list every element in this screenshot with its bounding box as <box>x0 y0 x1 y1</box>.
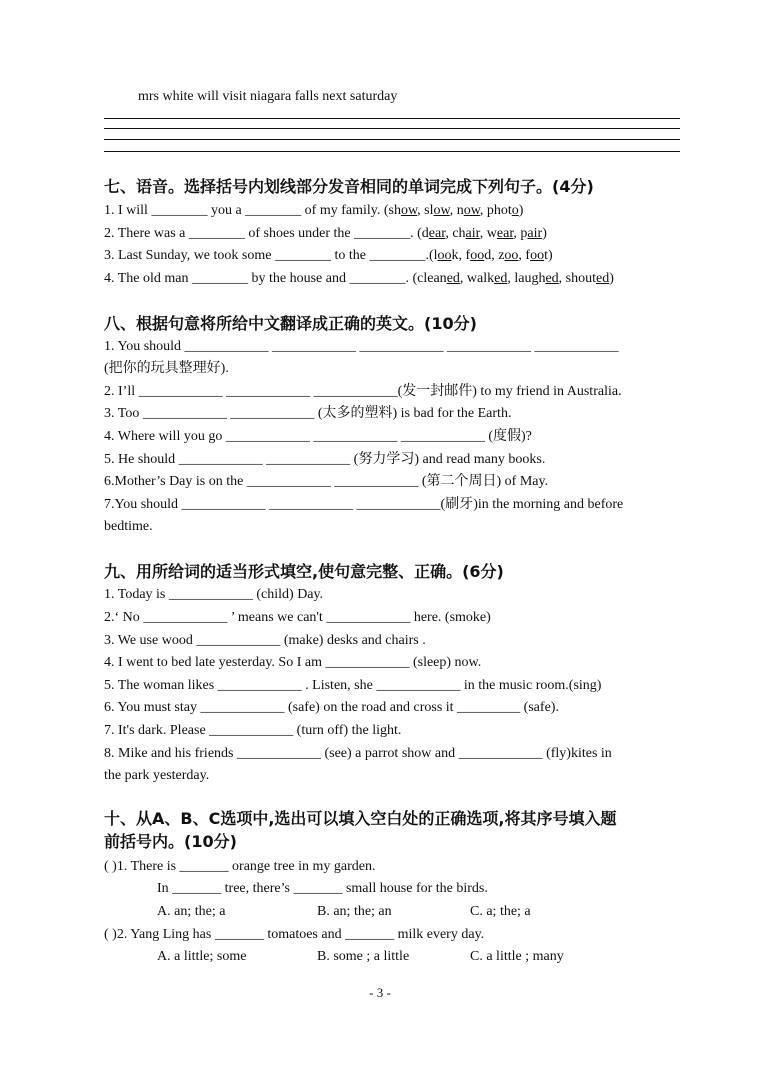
section-8-line: 5. He should ____________ ____________ (努力学习) and read many books. <box>104 452 546 467</box>
underlined-sound: ear <box>428 226 446 241</box>
item-text: t) <box>544 248 553 263</box>
underlined-sound: ear <box>496 226 514 241</box>
underlined-sound: ow <box>400 203 418 218</box>
item-text: ) <box>518 203 524 218</box>
underlined-sound: ed <box>545 271 559 286</box>
question-2-option-b: B. some ; a little <box>317 949 410 964</box>
section-9-line: 2.‘ No ____________ ’ means we can't ____________ here. (smoke) <box>104 610 491 625</box>
section-8-line: 6.Mother’s Day is on the ____________ ____________ (第二个周日) of May. <box>104 474 549 489</box>
section-7-item <box>104 270 614 288</box>
section-9-line: 7. It's dark. Please ____________ (turn off) the light. <box>104 723 402 738</box>
section-8-title: 八、根据句意将所给中文翻译成正确的英文。(10分) <box>104 314 477 333</box>
section-9-line: 4. I went to bed late yesterday. So I am ____________ (sleep) now. <box>104 655 482 670</box>
item-text: d, z <box>484 248 505 263</box>
section-8-line: 2. I’ll ____________ ____________ ____________(发一封邮件) to my friend in Australia. <box>104 384 622 399</box>
item-text: , w <box>479 226 497 241</box>
section-10-title-line1: 十、从A、B、C选项中,选出可以填入空白处的正确选项,将其序号填入题 <box>104 809 617 828</box>
section-8-line: 4. Where will you go ____________ ____________ ____________ (度假)? <box>104 429 532 444</box>
section-8-line: 1. You should ____________ ____________ ____________ ____________ ____________ <box>104 339 619 354</box>
writing-line <box>104 118 680 119</box>
item-text: , p <box>513 226 528 241</box>
item-text: , sl <box>417 203 434 218</box>
question-1-stem: ( )1. There is _______ orange tree in my garden. <box>104 859 376 874</box>
question-2-option-c: C. a little ; many <box>470 949 564 964</box>
question-2-stem: ( )2. Yang Ling has _______ tomatoes and _______ milk every day. <box>104 927 485 942</box>
question-1-stem-line2: In _______ tree, there’s _______ small house for the birds. <box>157 881 488 896</box>
item-text: , f <box>518 248 531 263</box>
item-text: 4. The old man ________ by the house and ________. (clean <box>104 271 447 286</box>
underlined-sound: air <box>527 226 543 241</box>
question-2-option-a: A. a little; some <box>157 949 247 964</box>
section-7-item <box>104 247 553 265</box>
section-9-line: 3. We use wood ____________ (make) desks and chairs . <box>104 633 426 648</box>
item-text: , laugh <box>507 271 546 286</box>
section-9-line: 8. Mike and his friends ____________ (see) a parrot show and ____________ (fly)kites in <box>104 746 612 761</box>
underlined-sound: ow <box>463 203 480 218</box>
underlined-sound: ed <box>446 271 460 286</box>
section-8-line: (把你的玩具整理好). <box>104 361 229 376</box>
item-text: 3. Last Sunday, we took some ________ to the ________.(l <box>104 248 438 263</box>
section-9-line: the park yesterday. <box>104 768 210 783</box>
page-number: - 3 - <box>369 985 391 1000</box>
item-text: , n <box>449 203 464 218</box>
section-7-item <box>104 202 523 220</box>
writing-line <box>104 139 680 140</box>
item-text: 1. I will ________ you a ________ of my family. (sh <box>104 203 401 218</box>
section-8-line: 3. Too ____________ ____________ (太多的塑料) is bad for the Earth. <box>104 406 512 421</box>
item-text: , walk <box>459 271 495 286</box>
underlined-sound: oo <box>530 248 545 263</box>
underlined-sound: air <box>465 226 480 241</box>
item-text: , phot <box>479 203 512 218</box>
sentence-prompt: mrs white will visit niagara falls next saturday <box>138 89 398 104</box>
section-10-title-line2: 前括号内。(10分) <box>104 832 237 851</box>
underlined-sound: oo <box>470 248 485 263</box>
section-9-title: 九、用所给词的适当形式填空,使句意完整、正确。(6分) <box>104 562 504 581</box>
underlined-sound: ed <box>494 271 508 286</box>
section-7-item <box>104 225 547 243</box>
underlined-sound: ed <box>596 271 610 286</box>
section-8-line: 7.You should ____________ ____________ ____________(刷牙)in the morning and before <box>104 497 624 512</box>
section-9-line: 1. Today is ____________ (child) Day. <box>104 587 324 602</box>
section-9-line: 6. You must stay ____________ (safe) on the road and cross it _________ (safe). <box>104 700 559 715</box>
writing-line <box>104 128 680 129</box>
question-1-option-b: B. an; the; an <box>317 904 392 919</box>
section-8-line: bedtime. <box>104 519 153 534</box>
question-1-option-a: A. an; the; a <box>157 904 226 919</box>
item-text: ) <box>609 271 614 286</box>
section-7-title: 七、语音。选择括号内划线部分发音相同的单词完成下列句子。(4分) <box>104 177 594 196</box>
question-1-option-c: C. a; the; a <box>470 904 531 919</box>
section-9-line: 5. The woman likes ____________ . Listen, she ____________ in the music room.(sing) <box>104 678 602 693</box>
underlined-sound: oo <box>437 248 452 263</box>
item-text: k, f <box>451 248 471 263</box>
item-text: , ch <box>445 226 466 241</box>
underlined-sound: ow <box>433 203 450 218</box>
item-text: 2. There was a ________ of shoes under the ________. (d <box>104 226 429 241</box>
item-text: , shout <box>558 271 597 286</box>
item-text: ) <box>542 226 547 241</box>
underlined-sound: oo <box>504 248 519 263</box>
writing-line <box>104 151 680 152</box>
underlined-sound: o <box>511 203 519 218</box>
